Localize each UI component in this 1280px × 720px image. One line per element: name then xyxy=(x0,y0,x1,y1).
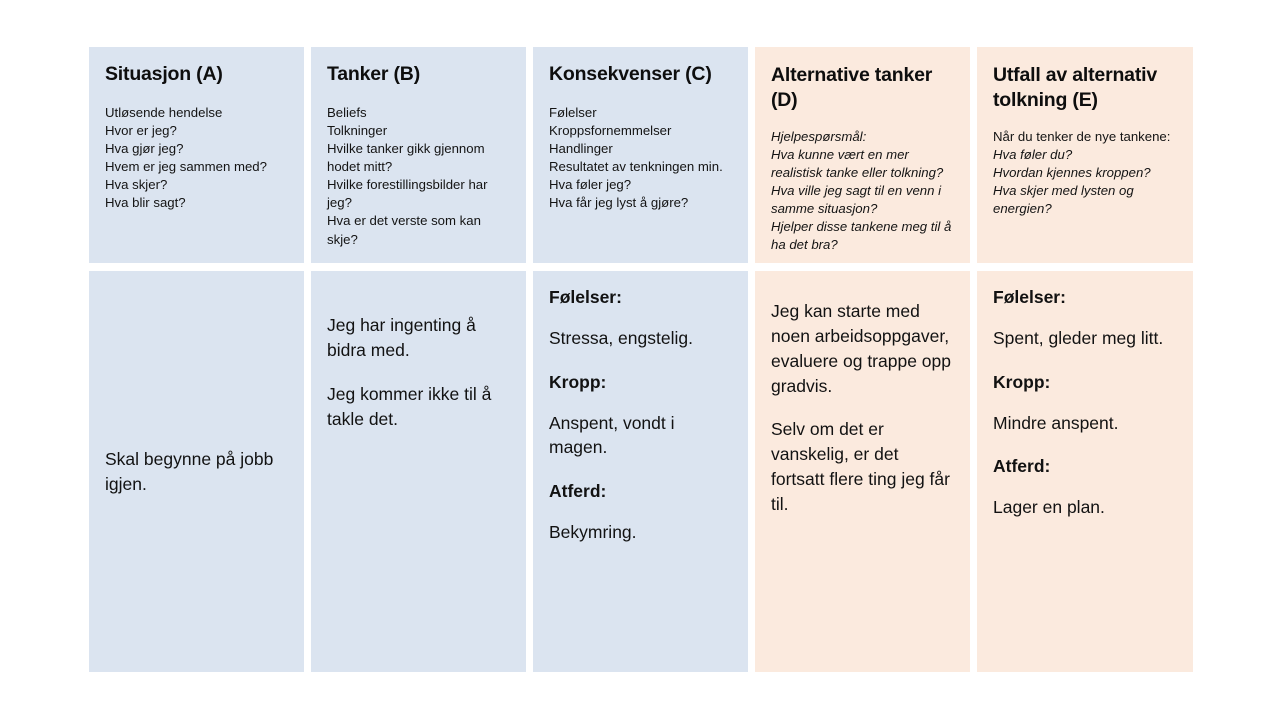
abcde-worksheet-grid xyxy=(89,47,1191,672)
body-text: Spent, gleder meg litt. xyxy=(993,327,1164,348)
prompt-line: Hva føler jeg? xyxy=(549,177,632,193)
prompt-line: Hvordan kjennes kroppen? xyxy=(993,165,1151,181)
prompt-line: Resultatet av tenkningen min. xyxy=(549,159,723,175)
prompt-line: Hjelpespørsmål: xyxy=(771,128,867,144)
body-label-atferd: Atferd: xyxy=(993,456,1051,477)
prompt-line: Hva ville jeg sagt til en venn i samme situasjon? xyxy=(771,183,942,217)
body-text: Stressa, engstelig. xyxy=(549,327,693,348)
prompt-line: Når du tenker de nye tankene: xyxy=(993,128,1171,144)
body-text: Anspent, vondt i magen. xyxy=(549,412,675,458)
prompt-line: Utløsende hendelse xyxy=(105,105,223,120)
body-text: Skal begynne på jobb igjen. xyxy=(105,448,274,494)
column-header-b xyxy=(311,47,526,263)
prompt-line: Tolkninger xyxy=(327,123,388,139)
column-header-c xyxy=(533,47,748,263)
column-prompts-a xyxy=(105,104,290,212)
column-prompts-e xyxy=(993,128,1179,218)
body-label-folelser: Følelser: xyxy=(993,287,1066,307)
column-body-d[interactable] xyxy=(755,271,970,672)
column-title-c: Konsekvenser (C) xyxy=(549,63,712,85)
body-text: Lager en plan. xyxy=(993,497,1105,518)
prompt-line: Hva kunne vært en mer realistisk tanke eller tolkning? xyxy=(771,146,944,181)
prompt-line: Hvilke forestillingsbilder har jeg? xyxy=(327,177,488,211)
column-header-e xyxy=(977,47,1193,263)
column-body-b[interactable] xyxy=(311,271,526,672)
column-prompts-b xyxy=(327,104,512,249)
prompt-line: Hvilke tanker gikk gjennom hodet mitt? xyxy=(327,141,485,175)
prompt-line: Kroppsfornemmelser xyxy=(549,123,672,139)
column-body-c[interactable] xyxy=(533,271,748,672)
column-title-b: Tanker (B) xyxy=(327,63,420,85)
prompt-line: Hva er det verste som kan skje? xyxy=(327,213,481,247)
body-label-folelser: Følelser: xyxy=(549,287,622,307)
prompt-line: Hva blir sagt? xyxy=(105,195,186,211)
body-text: Mindre anspent. xyxy=(993,412,1119,433)
body-label-kropp: Kropp: xyxy=(549,371,607,392)
body-label-kropp: Kropp: xyxy=(993,371,1051,392)
prompt-line: Hjelper disse tankene meg til å ha det bra? xyxy=(771,219,952,253)
column-title-a: Situasjon (A) xyxy=(105,63,223,85)
column-header-a xyxy=(89,47,304,263)
prompt-line: Handlinger xyxy=(549,141,613,157)
prompt-line: Hva får jeg lyst å gjøre? xyxy=(549,195,689,211)
body-text: Selv om det er vanskelig, er det fortsatt flere ting jeg får til. xyxy=(771,419,950,514)
column-prompts-d xyxy=(771,128,956,255)
body-text: Bekymring. xyxy=(549,522,637,543)
prompt-line: Hva skjer? xyxy=(105,177,168,193)
prompt-line: Hva gjør jeg? xyxy=(105,141,184,157)
column-body-e[interactable] xyxy=(977,271,1193,672)
prompt-line: Hvem er jeg sammen med? xyxy=(105,159,267,175)
body-text: Jeg har ingenting å bidra med. xyxy=(327,315,476,360)
prompt-line: Beliefs xyxy=(327,105,367,120)
prompt-line: Hvor er jeg? xyxy=(105,123,177,139)
column-title-d: Alternative tanker (D) xyxy=(771,64,933,111)
body-text: Jeg kan starte med noen arbeidsoppgaver, evaluere og trappe opp gradvis. xyxy=(771,301,951,396)
body-text: Jeg kommer ikke til å takle det. xyxy=(327,383,492,429)
body-label-atferd: Atferd: xyxy=(549,481,607,502)
prompt-line: Følelser xyxy=(549,105,597,120)
prompt-line: Hva føler du? xyxy=(993,146,1073,162)
column-header-d xyxy=(755,47,970,263)
prompt-line: Hva skjer med lysten og energien? xyxy=(993,183,1134,217)
column-title-e: Utfall av alternativ tolkning (E) xyxy=(993,64,1157,111)
column-prompts-c xyxy=(549,104,734,212)
column-body-a[interactable] xyxy=(89,271,304,672)
